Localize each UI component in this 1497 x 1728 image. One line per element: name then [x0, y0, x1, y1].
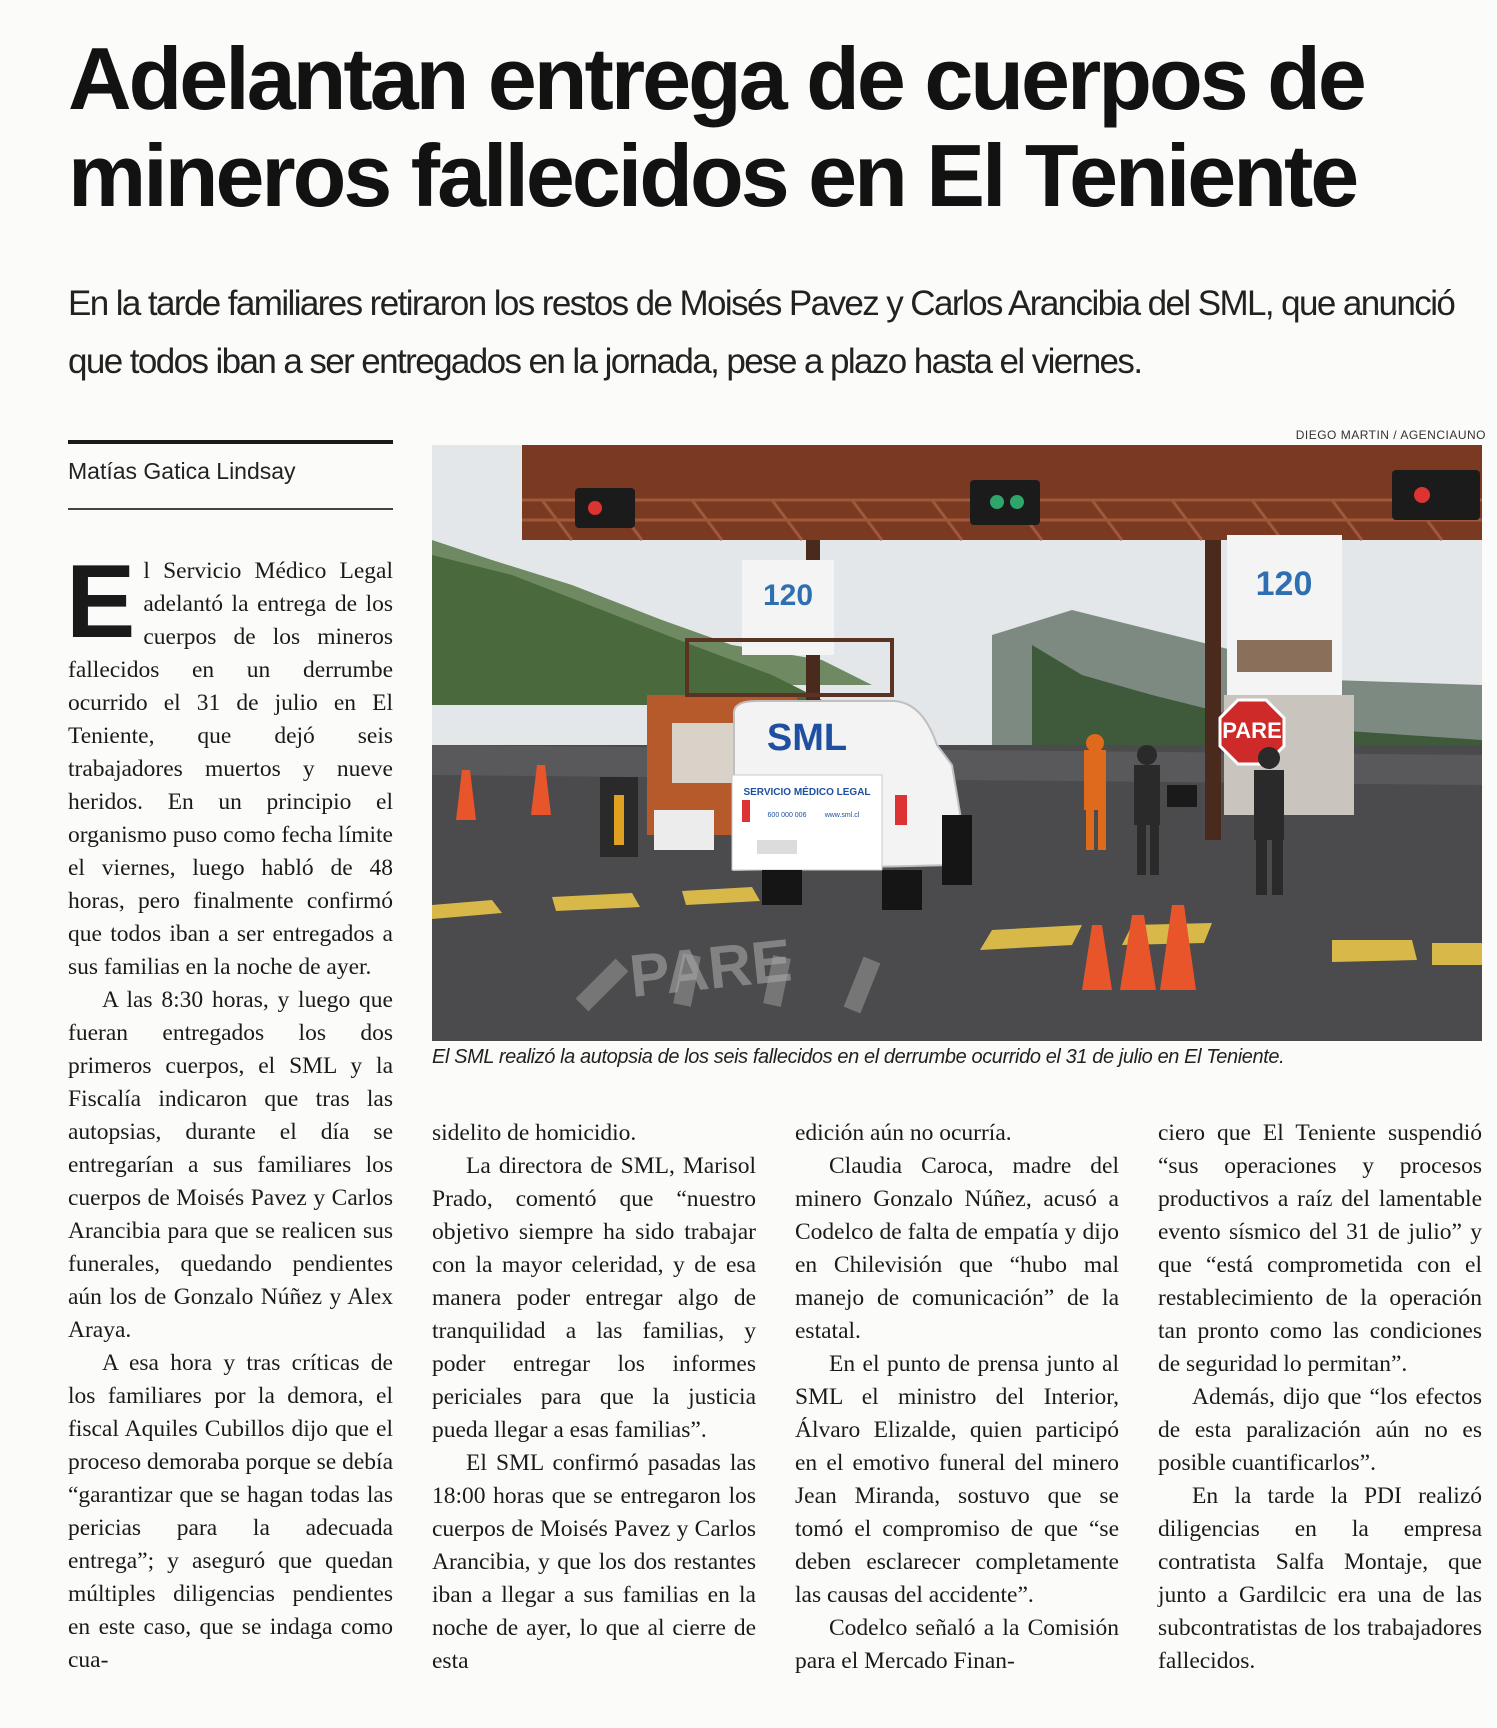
paragraph: edición aún no ocurría.	[795, 1120, 1012, 1146]
article-column-1	[66, 544, 393, 1677]
news-photo	[432, 445, 1482, 1041]
vehicle-phone: 600 000 006	[767, 812, 807, 819]
article-column-4	[1158, 1117, 1482, 1678]
byline-rule-bottom	[68, 508, 393, 510]
photo-caption: El SML realizó la autopsia de los seis fallecidos en el derrumbe ocurrido el 31 de julio en El Teniente.	[432, 1046, 1285, 1068]
vehicle-label: SML	[766, 717, 848, 759]
article-column-3	[795, 1117, 1119, 1678]
banner-number: 120	[762, 579, 814, 612]
author-byline: Matías Gatica Lindsay	[68, 458, 296, 484]
paragraph: ciero que El Teniente suspendió “sus operaciones y procesos productivos a raíz del lamentable evento sísmico del 31 de julio” y que “está comprometida con el restablecimiento de la operación tan pronto como las condiciones de seguridad lo permitan”.	[1158, 1120, 1482, 1377]
vehicle-web: www.sml.cl	[824, 812, 860, 819]
paragraph: Claudia Caroca, madre del minero Gonzalo Núñez, acusó a Codelco de falta de empatía y dijo en Chilevisión que “hubo mal manejo de comunicación” de la estatal.	[795, 1153, 1119, 1344]
paragraph: La directora de SML, Marisol Prado, comentó que “nuestro objetivo siempre ha sido trabajar con la mayor celeridad, y de esa manera poder entregar algo de tranquilidad a las familias, y poder entregar los informes periciales para que la justicia pueda llegar a esas familias”.	[432, 1153, 756, 1443]
paragraph: A las 8:30 horas, y luego que fueran entregados los dos primeros cuerpos, el SML y la Fiscalía indicaron que tras las autopsias, durante el día se entregarían a sus familiares los cuerpos de Moisés Pavez y Carlos Arancibia para que se realicen sus funerales, quedando pendientes aún los de Gonzalo Núñez y Alex Araya.	[68, 987, 393, 1343]
deck-subtitle: En la tarde familiares retiraron los restos de Moisés Pavez y Carlos Arancibia del SML, que anunció que todos iban a ser entregados en la jornada, pese a plazo hasta el viernes.	[68, 284, 1455, 381]
article-column-2	[432, 1117, 756, 1678]
banner-number-right: 120	[1255, 565, 1313, 603]
vehicle-sublabel: SERVICIO MÉDICO LEGAL	[743, 787, 871, 798]
paragraph-text: l Servicio Médico Legal adelantó la entrega de los cuerpos de los mineros fallecidos en un derrumbe ocurrido el 31 de julio en El Teniente, que dejó seis trabajadores muertos y nueve heridos. En un principio el organismo puso como fecha límite el viernes, luego habló de 48 horas, pero finalmente confirmó que todos iban a ser entregados a sus familias en la noche de ayer.	[68, 558, 393, 980]
drop-cap: E	[66, 544, 136, 660]
road-marking: PARE	[626, 926, 795, 1010]
paragraph: Codelco señaló a la Comisión para el Mercado Finan-	[795, 1615, 1119, 1674]
byline-rule-top	[68, 440, 393, 444]
photo-credit: DIEGO MARTIN / AGENCIAUNO	[1295, 428, 1486, 442]
stop-sign: PARE	[1222, 718, 1282, 743]
paragraph	[66, 544, 393, 984]
paragraph: En la tarde la PDI realizó diligencias en la empresa contratista Salfa Montaje, que junto a Gardilcic era una de las subcontratistas de los trabajadores fallecidos.	[1158, 1483, 1482, 1674]
toll-plaza-illustration	[432, 445, 1482, 1041]
headline: Adelantan entrega de cuerpos de mineros fallecidos en El Teniente	[68, 29, 1364, 225]
paragraph: En el punto de prensa junto al SML el ministro del Interior, Álvaro Elizalde, quien participó en el emotivo funeral del minero Jean Miranda, sostuvo que se tomó el compromiso de que “se deben esclarecer completamente las causas del accidente”.	[795, 1351, 1119, 1608]
paragraph: El SML confirmó pasadas las 18:00 horas que se entregaron los cuerpos de Moisés Pavez y Carlos Arancibia, y que los dos restantes iban a llegar a sus familias en la noche de ayer, lo que al cierre de esta	[432, 1450, 756, 1674]
paragraph: sidelito de homicidio.	[432, 1120, 637, 1146]
paragraph: A esa hora y tras críticas de los familiares por la demora, el fiscal Aquiles Cubillos dijo que el proceso demoraba porque se debía “garantizar que se hagan todas las pericias para la adecuada entrega”; y aseguró que quedan múltiples diligencias pendientes en este caso, que se indaga como cua-	[68, 1350, 393, 1673]
paragraph: Además, dijo que “los efectos de esta paralización aún no es posible cuantificarlos”.	[1158, 1384, 1482, 1476]
